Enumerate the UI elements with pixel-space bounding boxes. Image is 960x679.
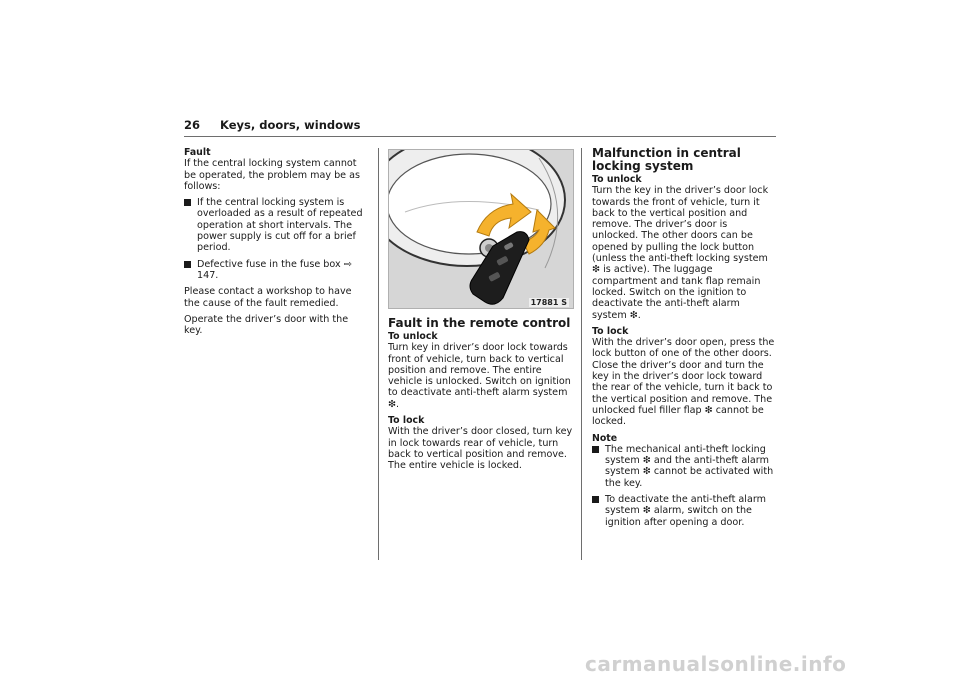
note1-text-a: The mechanical anti-theft locking system [605, 443, 766, 467]
fault-heading: Fault [184, 147, 211, 158]
note1-text-b: and the anti-theft alarm system [605, 455, 769, 478]
central-locking-heading: Malfunction in central locking system [592, 146, 741, 173]
anti-theft-locking-icon: ❇ [642, 455, 651, 467]
anti-theft-alarm-icon: ❇ [642, 505, 651, 517]
note1-text-c: cannot be activated with the key. [605, 466, 774, 489]
column-divider-left [378, 148, 379, 560]
anti-theft-alarm-icon: ❇ [642, 466, 651, 478]
central-lock-block [592, 326, 776, 428]
door-handle-key-drawing [389, 150, 573, 308]
column-central-locking [592, 147, 776, 533]
remote-unlock-block [388, 331, 574, 410]
page-number: 26 [184, 118, 201, 132]
central-unlock-period: . [637, 309, 641, 321]
column-remote-control [388, 317, 574, 477]
watermark: carmanualsonline.info [585, 652, 847, 676]
anti-theft-alarm-icon: ❇ [629, 309, 638, 321]
page-header [184, 116, 776, 137]
operate-with-key-text: Operate the driver’s door with the key. [184, 313, 349, 337]
fault-bullet-fuse [184, 259, 368, 282]
fault-bullet-overload [184, 197, 368, 253]
central-unlock-subheading: To unlock [592, 174, 642, 185]
note-bullet-key [592, 444, 776, 489]
remote-lock-subheading: To lock [388, 415, 425, 427]
fault-bullet-overload-text: If the central locking system is overloaded as a result of repeated operation at short intervals. The power supply is cut off for a brief period. [197, 197, 363, 254]
central-lock-subheading: To lock [592, 325, 629, 337]
page-reference-arrow-icon: ⇨ [343, 258, 352, 270]
anti-theft-locking-icon: ❇ [592, 264, 601, 276]
note-bullet-deactivate [592, 494, 776, 528]
fuel-flap-reference-icon: ❇ [704, 404, 713, 416]
note-subheading: Note [592, 432, 618, 444]
key-in-door-lock-illustration [388, 149, 574, 309]
fault-bullet-fuse-text: Defective fuse in the fuse box [197, 258, 341, 270]
remote-unlock-text: Turn key in driver’s door lock towards front of vehicle, turn back to vertical position and remove. The entire vehicle is unlocked. Switch on ignition to deactivate anti-theft alarm system [388, 342, 571, 399]
figure-code: 17881 S [530, 298, 567, 307]
column-divider-right [581, 148, 582, 560]
note-block [592, 433, 776, 528]
remote-unlock-period: . [396, 398, 400, 410]
central-unlock-text-b: is active). The luggage compartment and tank flap remain locked. Switch on the ignition to deactivate the anti-theft alarm system [592, 264, 761, 321]
remote-lock-block [388, 415, 574, 471]
workshop-contact-text: Please contact a workshop to have the cause of the fault remedied. [184, 286, 352, 309]
remote-lock-text: With the driver’s door closed, turn key in lock towards rear of vehicle, turn back to vertical position and remove. The entire vehicle is locked. [388, 426, 573, 472]
central-unlock-text-a: Turn the key in the driver’s door lock towards the front of vehicle, turn it back to the vertical position and remove. The driver’s door is unlocked. The other doors can be opened by pulling the lock button (unless the anti-theft locking system [592, 185, 769, 265]
column-fault [184, 147, 368, 341]
anti-theft-alarm-icon: ❇ [388, 398, 397, 410]
central-lock-text-b: cannot be locked. [592, 404, 764, 428]
note2-text-a: To deactivate the anti-theft alarm system [605, 494, 766, 517]
central-unlock-block [592, 174, 776, 321]
page-reference-link[interactable]: 147. [197, 269, 219, 281]
remote-unlock-subheading: To unlock [388, 331, 438, 342]
fault-intro: If the central locking system cannot be operated, the problem may be as follows: [184, 158, 360, 192]
remote-control-heading: Fault in the remote control [388, 316, 571, 330]
note2-text-b: alarm, switch on the ignition after opening a door. [605, 505, 752, 528]
section-title: Keys, doors, windows [220, 118, 361, 132]
fault-block [184, 147, 368, 192]
central-lock-text-a: With the driver’s door open, press the lock button of one of the other doors. Close the driver’s door and turn the key in the driver’s door lock toward the rear of the vehicle, turn it back to the vertical position and remove. The unlocked fuel filler flap [592, 337, 775, 416]
